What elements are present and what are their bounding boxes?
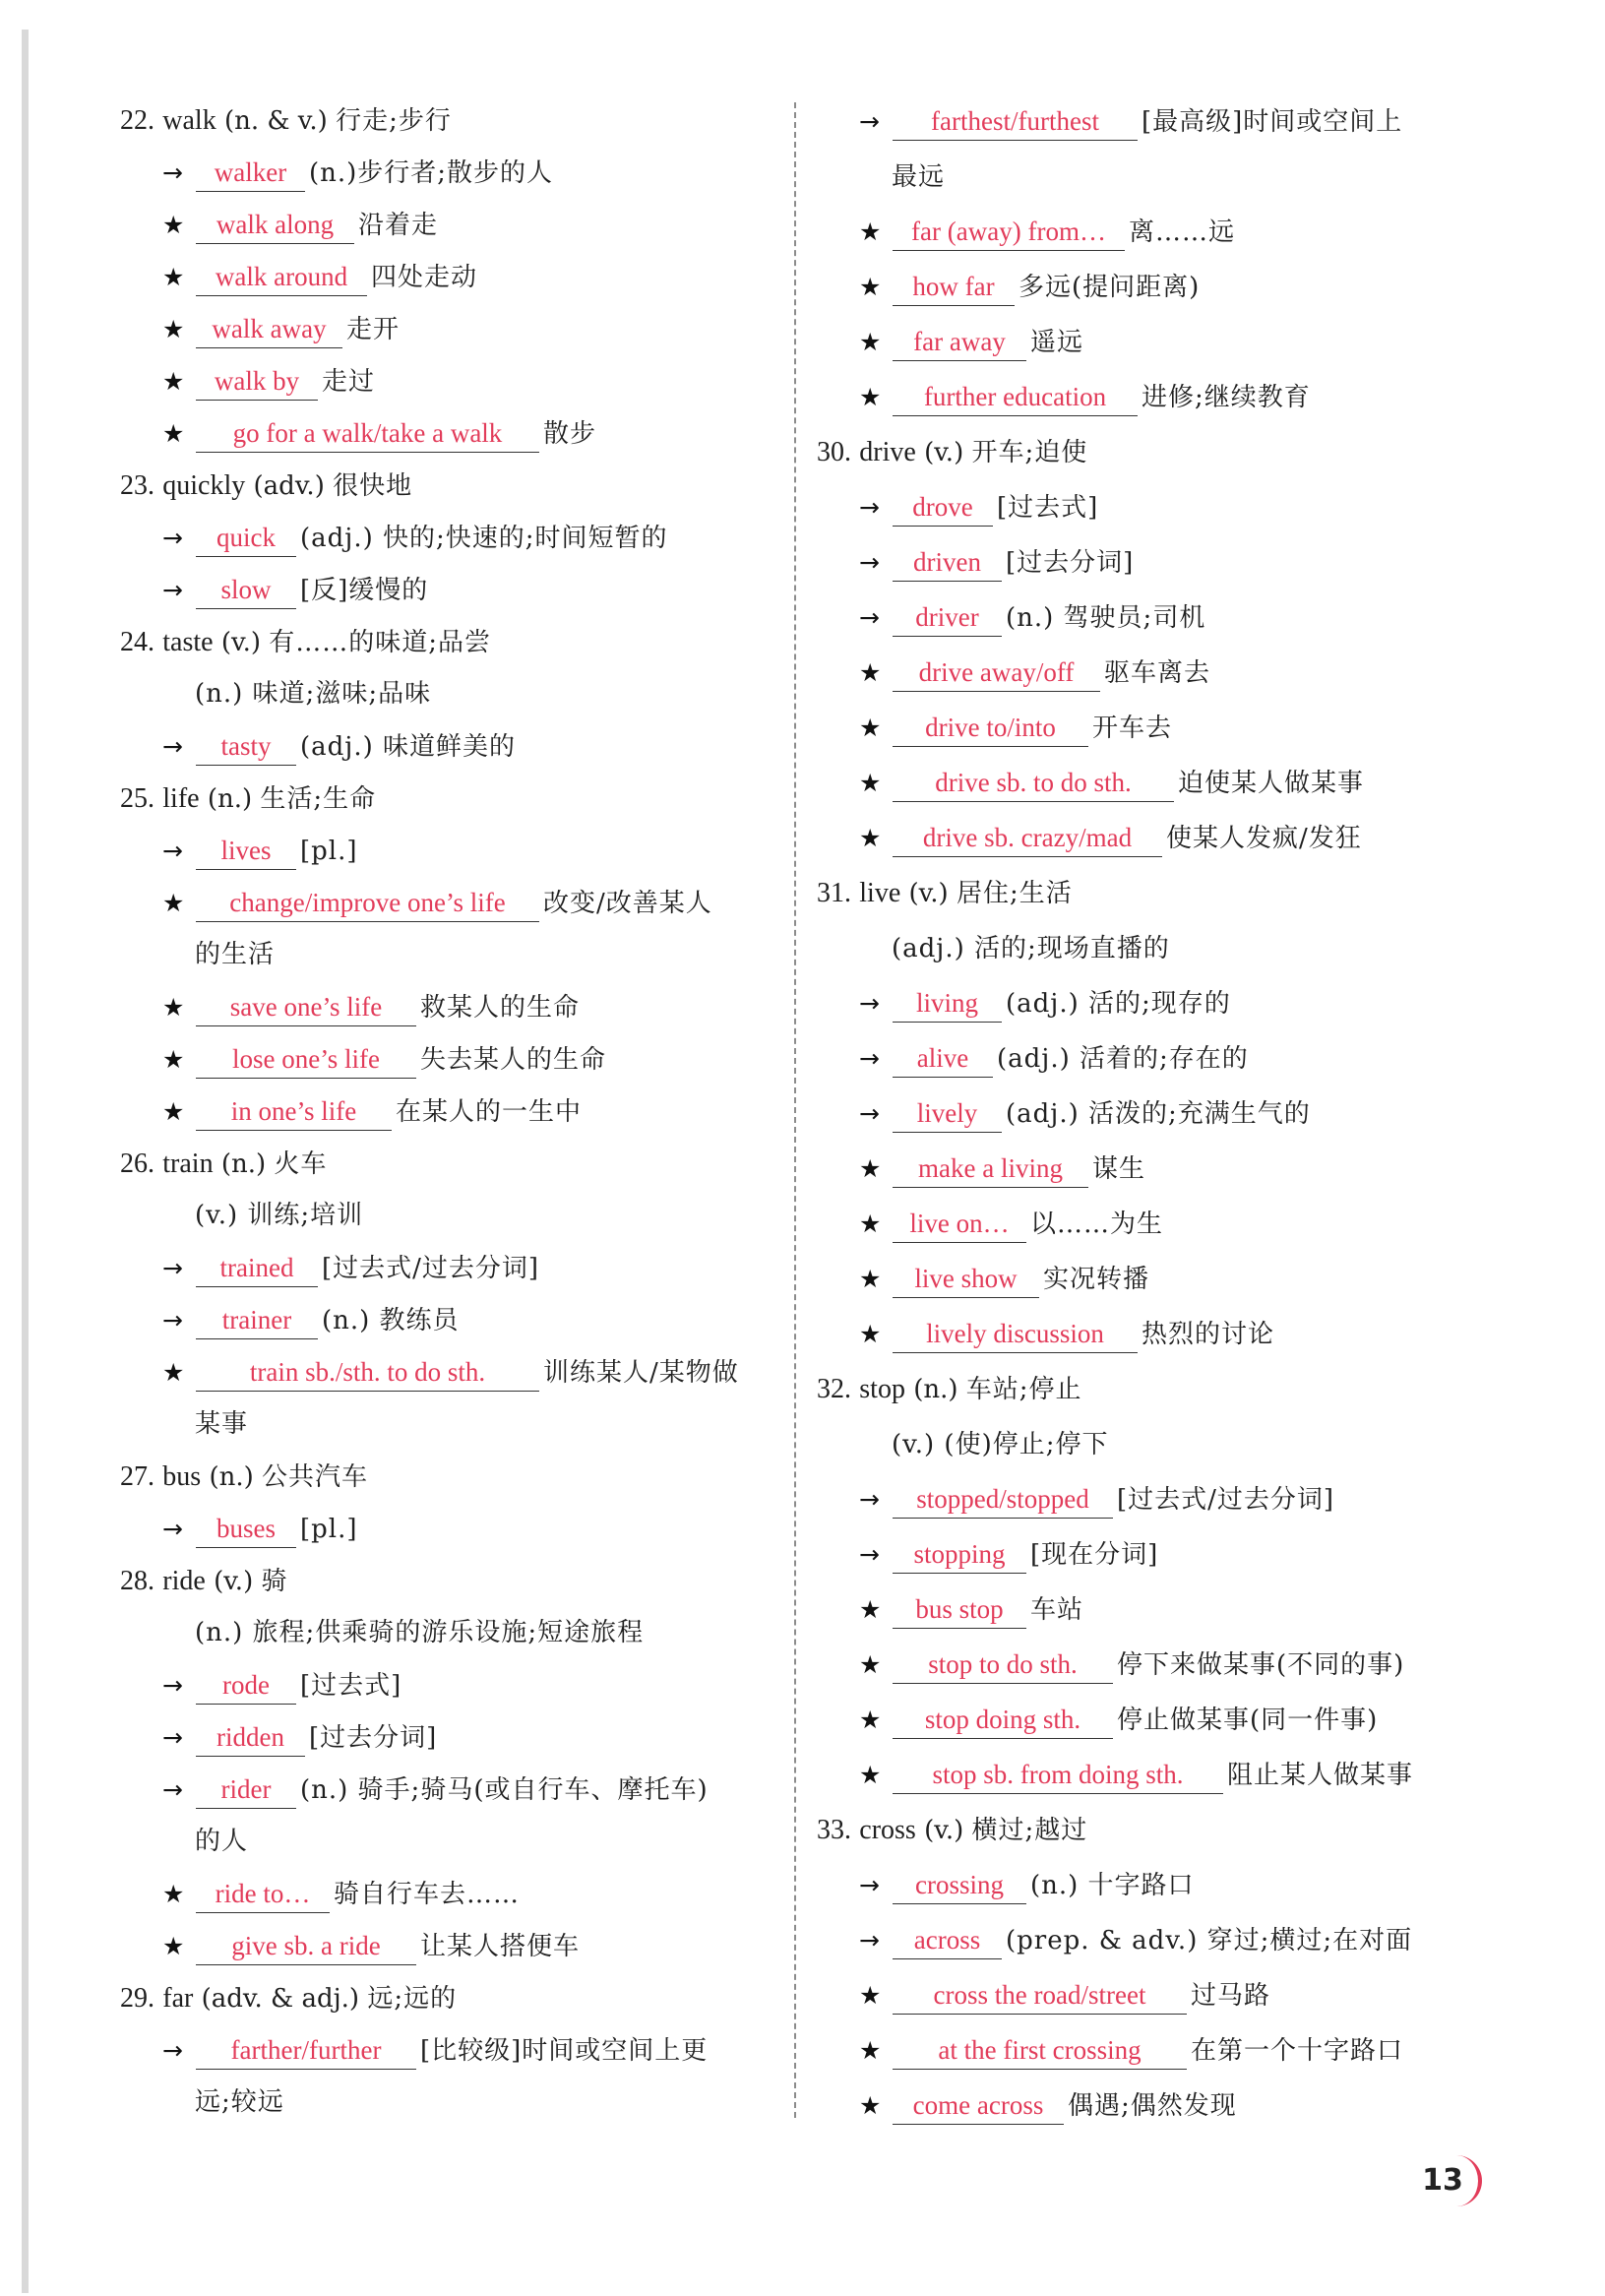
column-divider (794, 102, 796, 2118)
list-item (116, 720, 795, 773)
star-icon: ★ (859, 2091, 882, 2120)
item-definition: (adj.) 活着的;存在的 (997, 1044, 1249, 1074)
list-item (813, 1472, 1492, 1527)
star-icon: ★ (859, 658, 882, 687)
item-definition: 走开 (346, 315, 401, 344)
entry-heading (116, 1138, 795, 1190)
item-definition: [过去分词] (309, 1723, 438, 1753)
entry-definition: 车站;停止 (965, 1375, 1082, 1404)
item-definition: [过去式] (300, 1671, 402, 1701)
list-item (813, 260, 1492, 315)
entry-definition: 公共汽车 (262, 1462, 369, 1492)
item-definition: [过去式/过去分词] (1117, 1485, 1335, 1515)
list-item (813, 1252, 1492, 1307)
star-icon: ★ (162, 1045, 185, 1074)
arrow-icon: → (162, 158, 183, 187)
entry-heading (813, 425, 1492, 480)
answer-blank: cross the road/street (893, 1976, 1187, 2015)
item-definition: 驱车离去 (1104, 658, 1211, 688)
item-definition: 让某人搭便车 (420, 1932, 581, 1961)
arrow-icon: → (859, 1871, 880, 1899)
list-item (813, 976, 1492, 1031)
entry-number: 32. (817, 1374, 851, 1404)
item-definition: [过去式] (997, 493, 1099, 523)
item-definition: 走过 (322, 367, 376, 397)
definition-continuation: 某事 (195, 1409, 249, 1439)
entry-heading (116, 460, 795, 512)
list-item (813, 1913, 1492, 1968)
entry-number: 27. (120, 1461, 154, 1492)
answer-blank: further education (893, 378, 1138, 416)
entry-number: 28. (120, 1566, 154, 1596)
star-icon: ★ (162, 211, 185, 239)
answer-blank: alive (893, 1039, 993, 1078)
entry-heading (116, 94, 795, 147)
entry-heading (116, 616, 795, 668)
entry-definition: 居住;生活 (956, 879, 1073, 908)
star-icon: ★ (859, 1154, 882, 1183)
entry-heading (813, 1362, 1492, 1417)
list-item (116, 2024, 795, 2077)
item-definition: 停止做某事(同一件事) (1117, 1706, 1379, 1735)
list-item (813, 1527, 1492, 1582)
answer-blank: trainer (196, 1301, 318, 1339)
list-item (813, 1086, 1492, 1142)
arrow-icon: → (859, 603, 880, 632)
answer-blank: live on… (893, 1205, 1026, 1243)
answer-blank: tasty (196, 727, 296, 766)
answer-blank: stop sb. from doing sth. (893, 1756, 1223, 1794)
answer-blank: driven (893, 543, 1002, 582)
part-of-speech: (v.) (924, 438, 964, 467)
entry-word: bus (162, 1461, 202, 1492)
answer-blank: stopped/stopped (893, 1480, 1113, 1519)
arrow-icon: → (859, 1540, 880, 1569)
item-definition: 以……为生 (1030, 1210, 1164, 1239)
item-definition: (n.) 教练员 (322, 1306, 460, 1335)
list-item (813, 1858, 1492, 1913)
answer-blank: bus stop (893, 1590, 1026, 1629)
star-icon: ★ (859, 1210, 882, 1238)
list-item (813, 535, 1492, 590)
list-item (116, 825, 795, 877)
sub-definition: (v.) (使)停止;停下 (892, 1430, 1109, 1459)
entry-word: ride (162, 1566, 206, 1596)
answer-blank: rode (196, 1666, 296, 1705)
item-definition: 骑自行车去…… (334, 1880, 521, 1909)
answer-blank: lively (893, 1094, 1002, 1133)
arrow-icon: → (859, 548, 880, 577)
page-spine-edge (22, 30, 29, 2293)
part-of-speech: (n.) (913, 1375, 958, 1404)
list-item (813, 1031, 1492, 1086)
list-item (116, 1242, 795, 1294)
answer-blank: stop to do sth. (893, 1645, 1113, 1684)
list-item (116, 407, 795, 460)
star-icon: ★ (859, 1981, 882, 2010)
star-icon: ★ (859, 1595, 882, 1624)
list-item (813, 1307, 1492, 1362)
list-item (813, 1968, 1492, 2023)
answer-blank: at the first crossing (893, 2031, 1187, 2070)
answer-blank: rider (196, 1770, 296, 1809)
list-item (116, 564, 795, 616)
list-item (116, 1920, 795, 1972)
arrow-icon: → (162, 1723, 183, 1752)
item-definition: 使某人发疯/发狂 (1166, 824, 1362, 853)
sub-definition: (v.) 训练;培训 (195, 1201, 364, 1230)
list-item (116, 512, 795, 564)
entry-definition: 很快地 (333, 471, 413, 501)
item-definition: [现在分词] (1030, 1540, 1159, 1570)
answer-blank: train sb./sth. to do sth. (196, 1353, 539, 1392)
list-item (116, 1086, 795, 1138)
list-item (813, 701, 1492, 756)
answer-blank: far away (893, 323, 1026, 361)
answer-blank: crossing (893, 1866, 1026, 1904)
item-definition: [过去分词] (1006, 548, 1135, 578)
entry-number: 25. (120, 783, 154, 814)
list-item (116, 1346, 795, 1398)
list-item (813, 2023, 1492, 2079)
answer-blank: lose one’s life (196, 1040, 416, 1079)
list-item (813, 1638, 1492, 1693)
star-icon: ★ (859, 273, 882, 301)
answer-blank: walk away (196, 310, 342, 348)
item-definition: 改变/改善某人 (543, 889, 712, 918)
answer-blank: drove (893, 488, 993, 527)
item-definition: 偶遇;偶然发现 (1068, 2091, 1237, 2121)
item-definition: 失去某人的生命 (420, 1045, 607, 1075)
entry-number: 22. (120, 105, 154, 136)
list-item (813, 1693, 1492, 1748)
star-icon: ★ (162, 367, 185, 396)
star-icon: ★ (859, 1320, 882, 1348)
entry-number: 33. (817, 1815, 851, 1845)
answer-blank: drive to/into (893, 709, 1088, 747)
part-of-speech: (n.) (220, 1149, 267, 1179)
entry-number: 29. (120, 1983, 154, 2014)
list-item (813, 756, 1492, 811)
answer-blank: across (893, 1921, 1002, 1959)
list-item (116, 1711, 795, 1764)
list-item (116, 251, 795, 303)
star-icon: ★ (859, 714, 882, 742)
answer-blank: slow (196, 571, 296, 609)
arrow-icon: → (162, 576, 183, 604)
left-column (116, 94, 795, 2129)
entry-word: quickly (162, 470, 246, 501)
item-definition: (adj.) 活的;现存的 (1006, 989, 1231, 1019)
part-of-speech: (n.) (209, 1462, 254, 1492)
arrow-icon: → (162, 1775, 183, 1804)
sub-definition: (n.) 味道;滋味;品味 (195, 679, 432, 709)
answer-blank: come across (893, 2086, 1064, 2125)
entry-heading (813, 1803, 1492, 1858)
star-icon: ★ (859, 2036, 882, 2065)
entry-word: stop (859, 1374, 905, 1404)
definition-continuation: 的人 (195, 1827, 249, 1856)
answer-blank: buses (196, 1510, 296, 1548)
part-of-speech: (v.) (908, 879, 949, 908)
entry-definition: 行走;步行 (336, 106, 452, 136)
item-definition: 停下来做某事(不同的事) (1117, 1650, 1405, 1680)
entry-word: train (162, 1148, 214, 1179)
item-definition: 在第一个十字路口 (1191, 2036, 1404, 2066)
list-item (813, 94, 1492, 150)
star-icon: ★ (162, 1880, 185, 1908)
star-icon: ★ (859, 1761, 882, 1789)
part-of-speech: (v.) (220, 628, 261, 657)
list-item (116, 1764, 795, 1816)
entry-word: walk (162, 105, 216, 136)
answer-blank: drive away/off (893, 653, 1100, 692)
star-icon: ★ (859, 824, 882, 852)
answer-blank: stopping (893, 1535, 1026, 1574)
list-item (813, 646, 1492, 701)
definition-continuation: 远;较远 (195, 2087, 284, 2117)
list-item (116, 1294, 795, 1346)
item-definition: 迫使某人做某事 (1178, 769, 1365, 798)
arrow-icon: → (859, 1099, 880, 1128)
answer-blank: save one’s life (196, 988, 416, 1026)
arrow-icon: → (162, 1254, 183, 1282)
list-item (813, 315, 1492, 370)
answer-blank: drive sb. crazy/mad (893, 819, 1162, 857)
list-item (116, 303, 795, 355)
arrow-icon: → (859, 1926, 880, 1955)
answer-blank: stop doing sth. (893, 1701, 1113, 1739)
list-item (116, 147, 795, 199)
sub-definition: (adj.) 活的;现场直播的 (892, 934, 1170, 963)
answer-blank: farther/further (196, 2031, 416, 2070)
list-item (116, 1033, 795, 1086)
arrow-icon: → (859, 989, 880, 1018)
arrow-icon: → (859, 107, 880, 136)
entry-heading (116, 773, 795, 825)
answer-blank: trained (196, 1249, 318, 1287)
arrow-icon: → (162, 524, 183, 552)
answer-blank: lively discussion (893, 1315, 1138, 1353)
answer-blank: lives (196, 832, 296, 870)
entry-number: 31. (817, 878, 851, 908)
item-definition: 开车去 (1092, 714, 1173, 743)
list-item (116, 1868, 795, 1920)
item-definition: (n.) 骑手;骑马(或自行车、摩托车) (300, 1775, 709, 1805)
item-definition: (prep. & adv.) 穿过;横过;在对面 (1006, 1926, 1413, 1955)
entry-heading (116, 1555, 795, 1607)
entry-number: 26. (120, 1148, 154, 1179)
item-definition: [pl.] (300, 837, 358, 866)
part-of-speech: (n.) (207, 784, 253, 814)
item-definition: 车站 (1030, 1595, 1084, 1625)
answer-blank: far (away) from… (893, 213, 1125, 251)
answer-blank: in one’s life (196, 1092, 392, 1131)
list-item (813, 480, 1492, 535)
item-definition: 进修;继续教育 (1142, 383, 1311, 412)
part-of-speech: (adv. & adj.) (201, 1984, 360, 2014)
answer-blank: make a living (893, 1149, 1088, 1188)
arrow-icon: → (162, 837, 183, 865)
page-number: 13 (1422, 2163, 1463, 2198)
answer-blank: walk along (196, 206, 354, 244)
list-item (813, 1142, 1492, 1197)
entry-heading (116, 1451, 795, 1503)
entry-heading (116, 1972, 795, 2024)
star-icon: ★ (859, 383, 882, 411)
item-definition: (adj.) 味道鲜美的 (300, 732, 517, 762)
answer-blank: go for a walk/take a walk (196, 414, 539, 453)
item-definition: (adj.) 活泼的;充满生气的 (1006, 1099, 1311, 1129)
entry-word: drive (859, 437, 916, 467)
star-icon: ★ (162, 419, 185, 448)
list-item (813, 1582, 1492, 1638)
item-definition: 遥远 (1030, 328, 1084, 357)
arrow-icon: → (859, 493, 880, 522)
item-definition: (n.) 十字路口 (1030, 1871, 1195, 1900)
star-icon: ★ (859, 1650, 882, 1679)
item-definition: [pl.] (300, 1515, 358, 1544)
item-definition: 四处走动 (371, 263, 478, 292)
part-of-speech: (n. & v.) (223, 106, 328, 136)
arrow-icon: → (162, 1306, 183, 1334)
list-item (116, 1659, 795, 1711)
entry-word: cross (859, 1815, 916, 1845)
arrow-icon: → (859, 1485, 880, 1514)
arrow-icon: → (162, 1671, 183, 1700)
answer-blank: drive sb. to do sth. (893, 764, 1174, 802)
entry-number: 24. (120, 627, 154, 657)
list-item (813, 811, 1492, 866)
star-icon: ★ (859, 328, 882, 356)
answer-blank: change/improve one’s life (196, 884, 539, 922)
list-item (116, 199, 795, 251)
arrow-icon: → (162, 2036, 183, 2065)
answer-blank: live show (893, 1260, 1039, 1298)
sub-definition: (n.) 旅程;供乘骑的游乐设施;短途旅程 (195, 1618, 645, 1647)
entry-definition: 生活;生命 (260, 784, 377, 814)
answer-blank: farthest/furthest (893, 102, 1138, 141)
item-definition: [最高级]时间或空间上 (1142, 107, 1403, 137)
answer-blank: walk by (196, 362, 318, 401)
part-of-speech: (v.) (924, 1816, 964, 1845)
item-definition: 实况转播 (1043, 1265, 1150, 1294)
star-icon: ★ (162, 889, 185, 917)
item-definition: (adj.) 快的;快速的;时间短暂的 (300, 524, 668, 553)
entry-number: 30. (817, 437, 851, 467)
answer-blank: give sb. a ride (196, 1927, 416, 1965)
star-icon: ★ (162, 1097, 185, 1126)
list-item (813, 1748, 1492, 1803)
part-of-speech: (adv.) (253, 471, 325, 501)
definition-continuation: 最远 (892, 162, 946, 192)
answer-blank: quick (196, 519, 296, 557)
answer-blank: how far (893, 268, 1015, 306)
definition-continuation: 的生活 (195, 940, 276, 969)
item-definition: 离……远 (1129, 217, 1236, 247)
item-definition: 多远(提问距离) (1019, 273, 1201, 302)
item-definition: [过去式/过去分词] (322, 1254, 540, 1283)
item-definition: 救某人的生命 (420, 993, 581, 1023)
entry-word: taste (162, 627, 214, 657)
entry-definition: 开车;迫使 (971, 438, 1088, 467)
star-icon: ★ (859, 217, 882, 246)
answer-blank: ride to… (196, 1875, 330, 1913)
star-icon: ★ (162, 263, 185, 291)
item-definition: 阻止某人做某事 (1227, 1761, 1414, 1790)
item-definition: 在某人的一生中 (396, 1097, 583, 1127)
answer-blank: walker (196, 154, 305, 192)
item-definition: 热烈的讨论 (1142, 1320, 1275, 1349)
right-column (813, 94, 1492, 2134)
item-definition: 训练某人/某物做 (543, 1358, 739, 1388)
item-definition: 谋生 (1092, 1154, 1146, 1184)
entry-definition: 火车 (274, 1149, 328, 1179)
entry-definition: 有……的味道;品尝 (269, 628, 492, 657)
answer-blank: living (893, 984, 1002, 1023)
arrow-icon: → (162, 732, 183, 761)
list-item (813, 205, 1492, 260)
star-icon: ★ (162, 1932, 185, 1960)
entry-word: live (859, 878, 901, 908)
entry-definition: 横过;越过 (971, 1816, 1088, 1845)
list-item (116, 877, 795, 929)
list-item (813, 1197, 1492, 1252)
list-item (813, 370, 1492, 425)
star-icon: ★ (859, 1265, 882, 1293)
star-icon: ★ (162, 315, 185, 343)
star-icon: ★ (162, 993, 185, 1022)
entry-number: 23. (120, 470, 154, 501)
entry-definition: 远;远的 (367, 1984, 458, 2014)
list-item (116, 355, 795, 407)
list-item (813, 590, 1492, 646)
answer-blank: walk around (196, 258, 367, 296)
entry-word: life (162, 783, 200, 814)
list-item (116, 981, 795, 1033)
answer-blank: ridden (196, 1718, 305, 1757)
star-icon: ★ (162, 1358, 185, 1387)
list-item (116, 1503, 795, 1555)
item-definition: 散步 (543, 419, 597, 449)
entry-heading (813, 866, 1492, 921)
part-of-speech: (v.) (214, 1567, 254, 1596)
item-definition: [反]缓慢的 (300, 576, 429, 605)
entry-definition: 骑 (261, 1567, 288, 1596)
arrow-icon: → (859, 1044, 880, 1073)
item-definition: 过马路 (1191, 1981, 1271, 2011)
item-definition: [比较级]时间或空间上更 (420, 2036, 709, 2066)
item-definition: (n.)步行者;散步的人 (309, 158, 554, 188)
star-icon: ★ (859, 1706, 882, 1734)
star-icon: ★ (859, 769, 882, 797)
entry-word: far (162, 1983, 194, 2014)
list-item (813, 2079, 1492, 2134)
item-definition: 沿着走 (358, 211, 439, 240)
answer-blank: driver (893, 598, 1002, 637)
arrow-icon: → (162, 1515, 183, 1543)
item-definition: (n.) 驾驶员;司机 (1006, 603, 1206, 633)
